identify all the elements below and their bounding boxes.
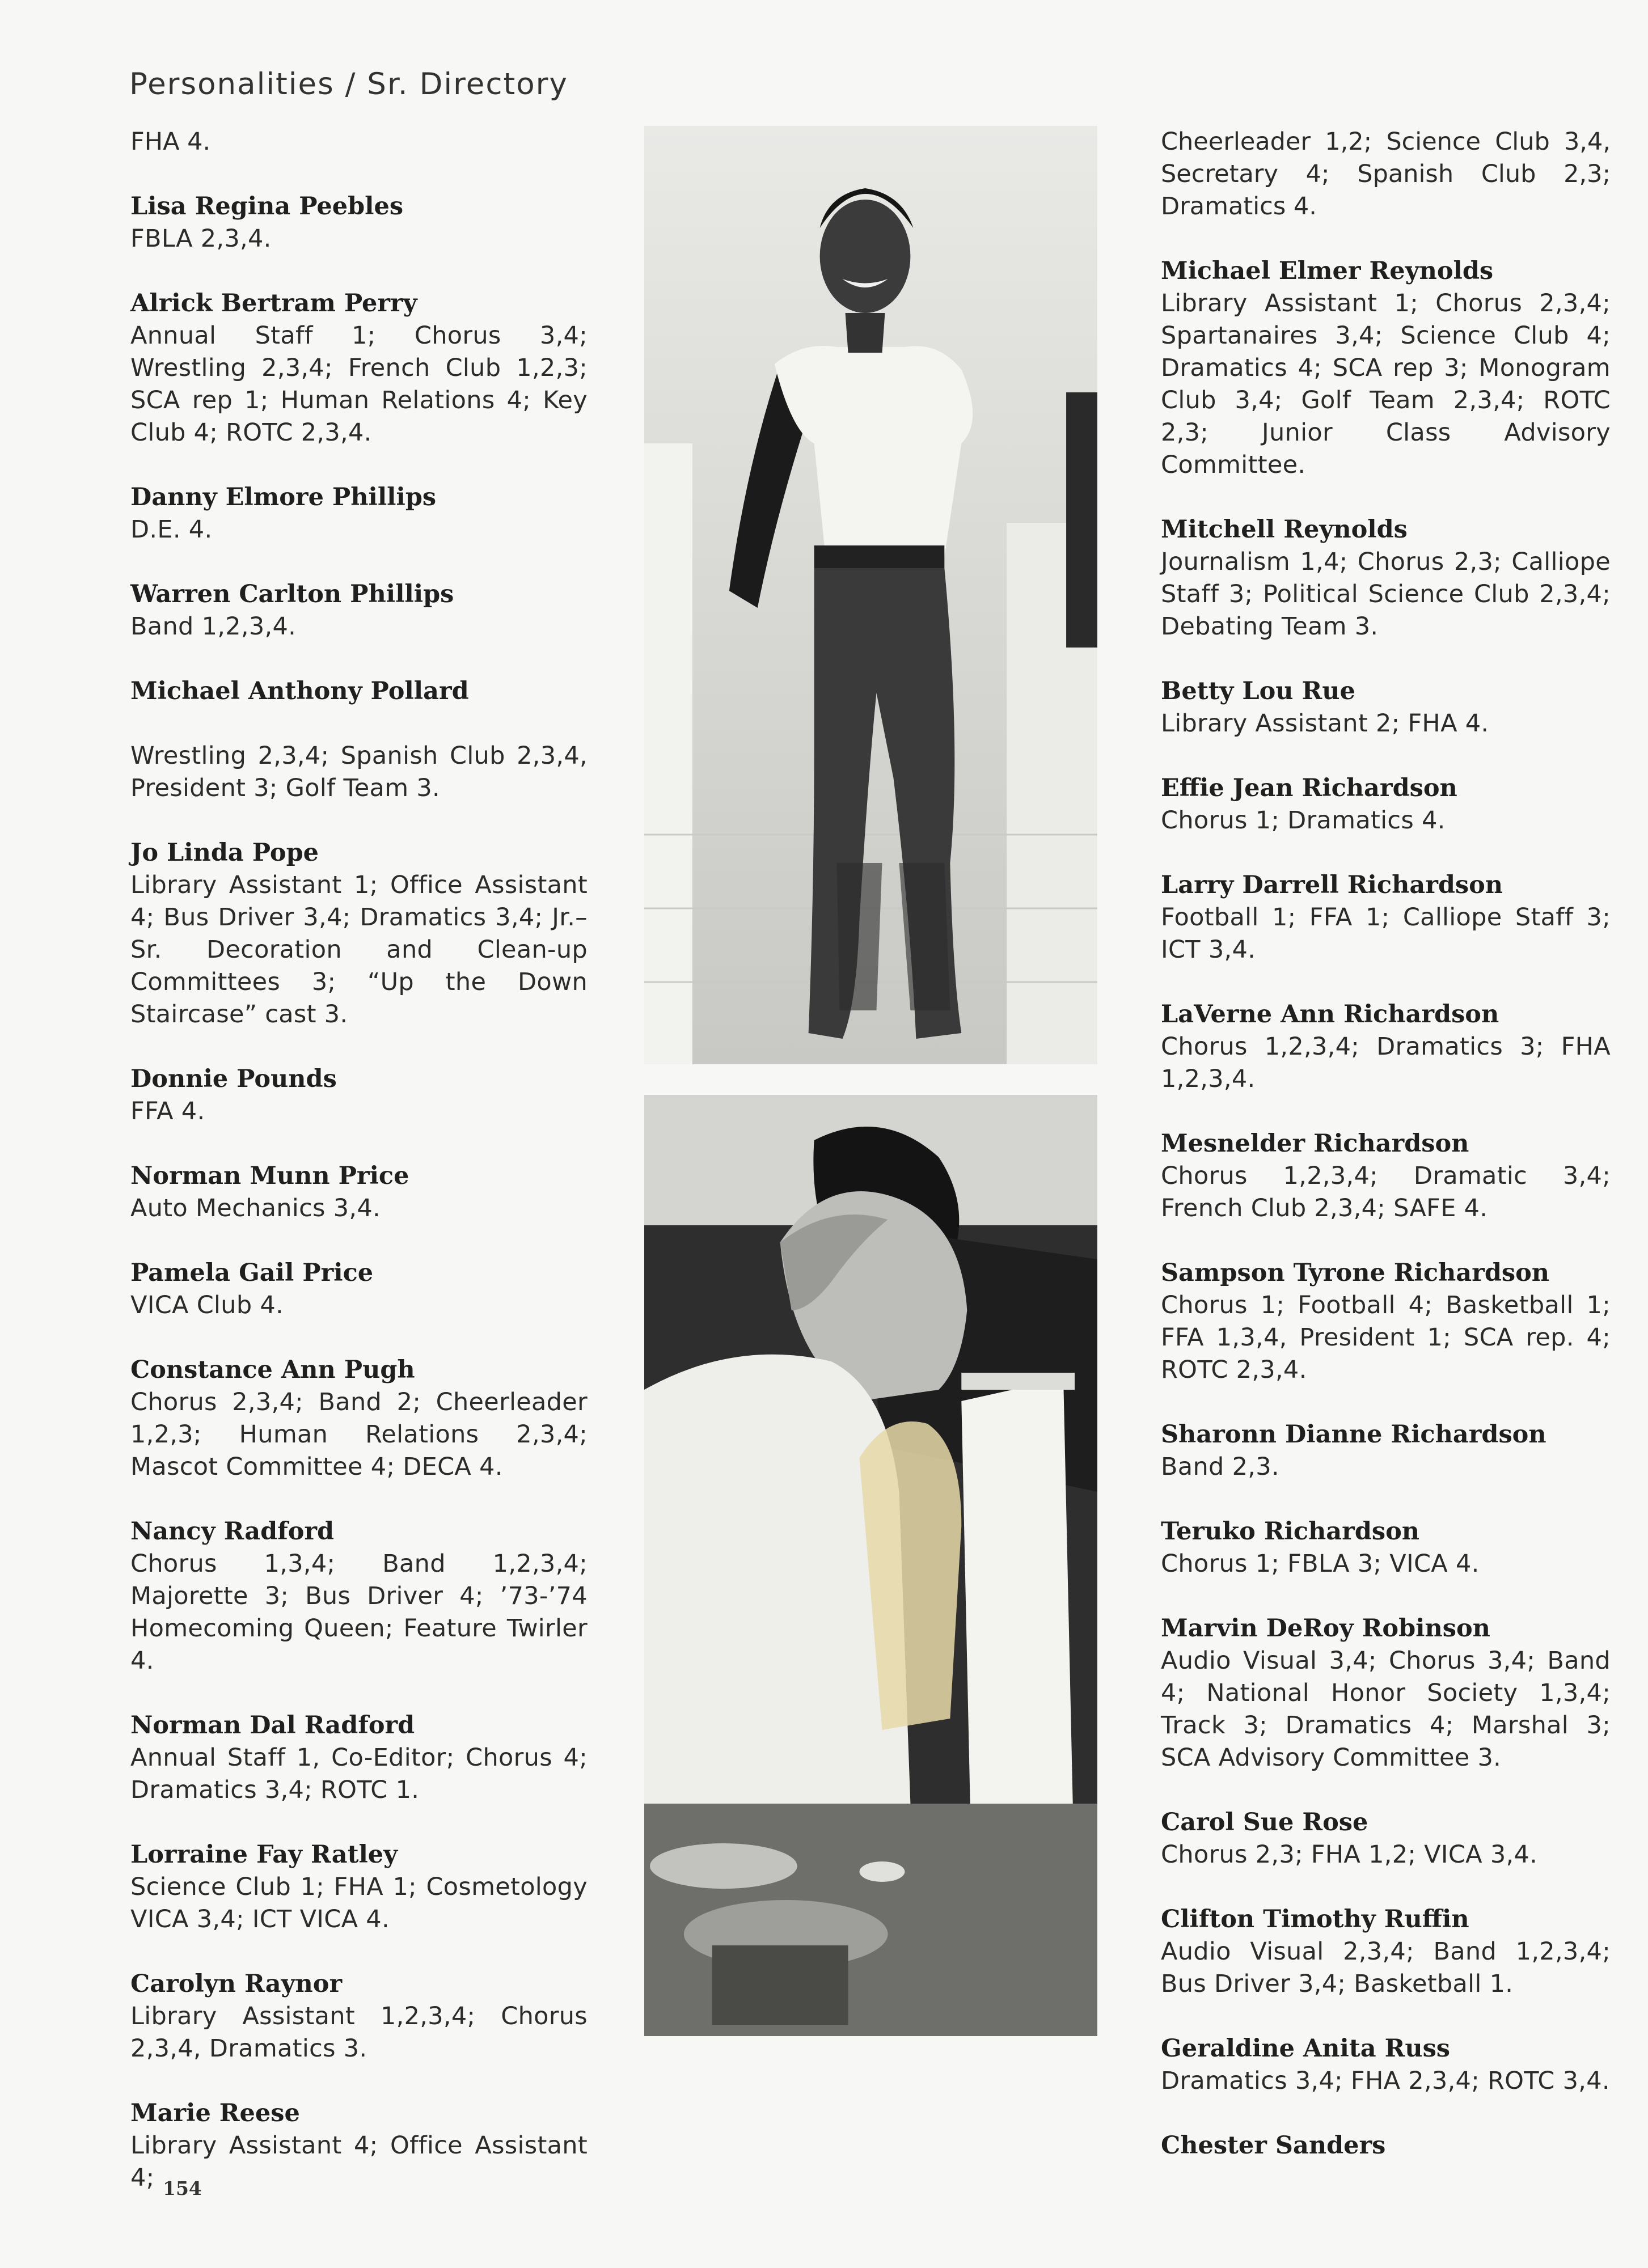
page-title: Personalities / Sr. Directory bbox=[129, 67, 568, 101]
directory-entry bbox=[1161, 998, 1611, 1095]
continued-activities: FHA 4. bbox=[130, 128, 211, 156]
student-name: Effie Jean Richardson bbox=[1161, 774, 1457, 802]
student-name: Norman Dal Radford bbox=[130, 1711, 415, 1740]
directory-entry bbox=[1161, 1419, 1611, 1483]
student-name: Jo Linda Pope bbox=[130, 839, 319, 867]
directory-entry bbox=[130, 191, 588, 255]
student-activities: Chorus 1; FBLA 3; VICA 4. bbox=[1161, 1550, 1480, 1578]
student-activities: D.E. 4. bbox=[130, 515, 213, 544]
student-activities: Chorus 1,2,3,4; Dramatic 3,4; French Club 2,3,4; SAFE 4. bbox=[1161, 1162, 1611, 1222]
directory-entry bbox=[130, 287, 588, 449]
student-activities: Chorus 1,3,4; Band 1,2,3,4; Majorette 3; Bus Driver 4; ’73-’74 Homecoming Queen; Feature Twirler 4. bbox=[130, 1550, 588, 1675]
directory-entry bbox=[130, 675, 588, 805]
student-activities: Chorus 1; Football 4; Basketball 1; FFA 1,3,4, President 1; SCA rep. 4; ROTC 2,3,4. bbox=[1161, 1291, 1611, 1384]
directory-entry bbox=[1161, 1903, 1611, 2000]
student-activities: Dramatics 3,4; FHA 2,3,4; ROTC 3,4. bbox=[1161, 2067, 1610, 2095]
directory-entry bbox=[130, 578, 588, 643]
student-activities: Annual Staff 1, Co-Editor; Chorus 4; Dramatics 3,4; ROTC 1. bbox=[130, 1744, 588, 1804]
page-number: 154 bbox=[163, 2177, 202, 2199]
student-activities: Chorus 2,3,4; Band 2; Cheerleader 1,2,3; Human Relations 2,3,4; Mascot Committee 4; DECA 4. bbox=[130, 1388, 588, 1481]
directory-entry bbox=[130, 1160, 588, 1225]
continued-activities: Cheerleader 1,2; Science Club 3,4, Secretary 4; Spanish Club 2,3; Dramatics 4. bbox=[1161, 128, 1611, 221]
directory-entry bbox=[1161, 675, 1611, 740]
left-entry-list bbox=[130, 191, 588, 2194]
student-activities: Audio Visual 2,3,4; Band 1,2,3,4; Bus Driver 3,4; Basketball 1. bbox=[1161, 1937, 1611, 1998]
student-name: Clifton Timothy Ruffin bbox=[1161, 1905, 1469, 1933]
directory-entry bbox=[1161, 255, 1611, 481]
student-activities: Journalism 1,4; Chorus 2,3; Calliope Staff 3; Political Science Club 2,3,4; Debating Team 3. bbox=[1161, 548, 1611, 641]
student-activities: Chorus 1,2,3,4; Dramatics 3; FHA 1,2,3,4. bbox=[1161, 1033, 1611, 1093]
student-activities: Library Assistant 1; Chorus 2,3,4; Spartanaires 3,4; Science Club 4; Dramatics 4; SCA rep 3; Monogram Club 3,4; Golf Team 2,3,4; ROTC 2,3; Junior Class Advisory Committee. bbox=[1161, 289, 1611, 479]
student-name: Warren Carlton Phillips bbox=[130, 580, 454, 608]
student-name: Mesnelder Richardson bbox=[1161, 1129, 1469, 1158]
student-name: Lorraine Fay Ratley bbox=[130, 1840, 398, 1869]
directory-entry bbox=[1161, 1806, 1611, 1871]
student-name: Constance Ann Pugh bbox=[130, 1356, 415, 1384]
student-activities: VICA Club 4. bbox=[130, 1291, 284, 1319]
student-name: Norman Munn Price bbox=[130, 1162, 409, 1190]
right-directory-column bbox=[1161, 126, 1611, 2194]
student-activities: Library Assistant 1; Office Assistant 4; Bus Driver 3,4; Dramatics 3,4; Jr.–Sr. Decoration and Clean-up Committees 3; “Up the Down Staircase” cast 3. bbox=[130, 871, 588, 1029]
student-activities: Band 2,3. bbox=[1161, 1453, 1279, 1481]
student-activities: Library Assistant 4; Office Assistant 4; bbox=[130, 2131, 588, 2192]
directory-entry bbox=[130, 1257, 588, 1322]
student-name: Alrick Bertram Perry bbox=[130, 289, 417, 318]
student-activities: Auto Mechanics 3,4. bbox=[130, 1194, 381, 1222]
photo-students-working-at-bench bbox=[644, 1095, 1097, 2036]
student-name: Danny Elmore Phillips bbox=[130, 483, 437, 511]
directory-entry bbox=[1161, 1516, 1611, 1580]
student-name: Nancy Radford bbox=[130, 1517, 335, 1546]
student-name: Mitchell Reynolds bbox=[1161, 515, 1408, 544]
student-name: Sharonn Dianne Richardson bbox=[1161, 1420, 1546, 1449]
photo-smiling-student-on-stairs bbox=[644, 126, 1097, 1064]
student-name: Larry Darrell Richardson bbox=[1161, 871, 1503, 899]
student-name: Teruko Richardson bbox=[1161, 1517, 1420, 1546]
student-activities: Band 1,2,3,4. bbox=[130, 612, 297, 641]
student-name: Michael Anthony Pollard bbox=[130, 677, 469, 705]
directory-entry bbox=[130, 1063, 588, 1128]
directory-entry bbox=[130, 481, 588, 546]
directory-entry bbox=[130, 1968, 588, 2065]
student-activities: Library Assistant 2; FHA 4. bbox=[1161, 709, 1489, 738]
student-activities: Football 1; FFA 1; Calliope Staff 3; ICT 3,4. bbox=[1161, 903, 1611, 964]
directory-entry bbox=[130, 1839, 588, 1936]
student-name: Lisa Regina Peebles bbox=[130, 192, 404, 221]
student-name: Michael Elmer Reynolds bbox=[1161, 257, 1494, 285]
directory-entry bbox=[130, 1710, 588, 1806]
student-activities: Annual Staff 1; Chorus 3,4; Wrestling 2,3,4; French Club 1,2,3; SCA rep 1; Human Relations 4; Key Club 4; ROTC 2,3,4. bbox=[130, 321, 588, 447]
student-name: Donnie Pounds bbox=[130, 1065, 337, 1093]
student-name: Carol Sue Rose bbox=[1161, 1808, 1368, 1837]
student-name: Marie Reese bbox=[130, 2099, 300, 2127]
student-name: Geraldine Anita Russ bbox=[1161, 2034, 1450, 2063]
directory-entry bbox=[1161, 1128, 1611, 1225]
student-name: LaVerne Ann Richardson bbox=[1161, 1000, 1499, 1029]
student-name: Sampson Tyrone Richardson bbox=[1161, 1259, 1550, 1287]
directory-entry bbox=[130, 1516, 588, 1677]
directory-entry bbox=[1161, 869, 1611, 966]
student-activities: Library Assistant 1,2,3,4; Chorus 2,3,4, Dramatics 3. bbox=[130, 2002, 588, 2063]
student-name: Marvin DeRoy Robinson bbox=[1161, 1614, 1490, 1643]
directory-entry bbox=[1161, 2033, 1611, 2097]
student-name: Carolyn Raynor bbox=[130, 1970, 343, 1998]
student-name: Pamela Gail Price bbox=[130, 1259, 374, 1287]
directory-entry bbox=[1161, 2130, 1611, 2162]
student-name: Betty Lou Rue bbox=[1161, 677, 1355, 705]
student-activities: Chorus 2,3; FHA 1,2; VICA 3,4. bbox=[1161, 1840, 1538, 1869]
student-activities: Science Club 1; FHA 1; Cosmetology VICA 3,4; ICT VICA 4. bbox=[130, 1873, 588, 1933]
directory-entry bbox=[1161, 1257, 1611, 1386]
student-activities: Audio Visual 3,4; Chorus 3,4; Band 4; National Honor Society 1,3,4; Track 3; Dramatics 4; Marshal 3; SCA Advisory Committee 3. bbox=[1161, 1647, 1611, 1772]
student-activities: Chorus 1; Dramatics 4. bbox=[1161, 806, 1446, 835]
directory-entry bbox=[130, 1354, 588, 1483]
directory-entry bbox=[130, 837, 588, 1031]
directory-entry bbox=[1161, 514, 1611, 643]
right-entry-list bbox=[1161, 255, 1611, 2162]
student-activities: FBLA 2,3,4. bbox=[130, 225, 272, 253]
student-name: Chester Sanders bbox=[1161, 2131, 1386, 2160]
directory-entry bbox=[1161, 772, 1611, 837]
directory-entry bbox=[1161, 1613, 1611, 1774]
left-directory-column bbox=[130, 126, 588, 2227]
student-activities: FFA 4. bbox=[130, 1097, 205, 1125]
student-activities: Wrestling 2,3,4; Spanish Club 2,3,4, President 3; Golf Team 3. bbox=[130, 742, 588, 802]
